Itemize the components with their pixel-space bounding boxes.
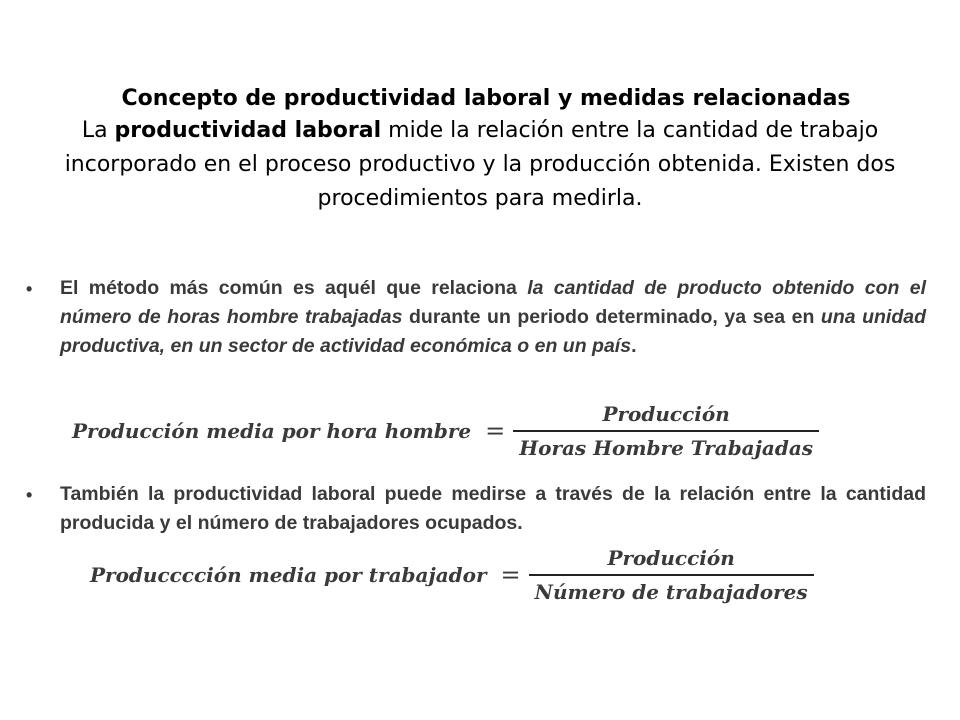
formula-lhs: Producccción media por trabajador — [90, 563, 487, 587]
formula-output-per-hour — [72, 402, 819, 460]
bullet-item-1 — [26, 274, 926, 361]
fraction-numerator: Producción — [602, 402, 730, 426]
equals-sign: = — [500, 561, 521, 589]
intro-text-start: La — [81, 118, 115, 143]
formula-output-per-worker — [90, 546, 814, 604]
fraction — [529, 546, 814, 604]
bullet-text — [60, 274, 926, 361]
bullet-text-part: También la productividad laboral puede medirse a través de la relación entre la cantidad producida y el número de trabajadores ocupados. — [60, 483, 926, 534]
bullet-text-part: durante un periodo determinado, ya sea en — [402, 306, 821, 328]
intro-paragraph — [60, 114, 900, 216]
formula-lhs: Producción media por hora hombre — [72, 419, 472, 443]
equals-sign: = — [485, 417, 506, 445]
intro-text-end: mide la relación entre la cantidad de trabajo incorporado en el proceso productivo y la producción obtenida. Existen dos procedimientos para medirla. — [64, 118, 896, 211]
bullet-text-part: . — [631, 335, 637, 357]
fraction-denominator: Horas Hombre Trabajadas — [513, 430, 819, 460]
bullet-icon: • — [26, 279, 33, 299]
fraction-denominator: Número de trabajadores — [529, 574, 814, 604]
intro-section — [60, 84, 900, 216]
bullet-text-italic: la cantidad de producto obtenido con el número de horas hombre trabajadas — [60, 277, 927, 328]
intro-bold-term: productividad laboral — [114, 118, 382, 143]
fraction-numerator: Producción — [607, 546, 735, 570]
fraction — [513, 402, 819, 460]
bullet-text — [60, 480, 926, 538]
page-title: Concepto de productividad laboral y medidas relacionadas — [121, 86, 851, 111]
bullet-item-2 — [26, 480, 926, 538]
bullet-text-italic: una unidad productiva, en un sector de actividad económica o en un país — [60, 306, 927, 357]
bullet-text-part: El método más común es aquél que relaciona — [60, 277, 528, 299]
bullet-icon: • — [26, 485, 33, 505]
